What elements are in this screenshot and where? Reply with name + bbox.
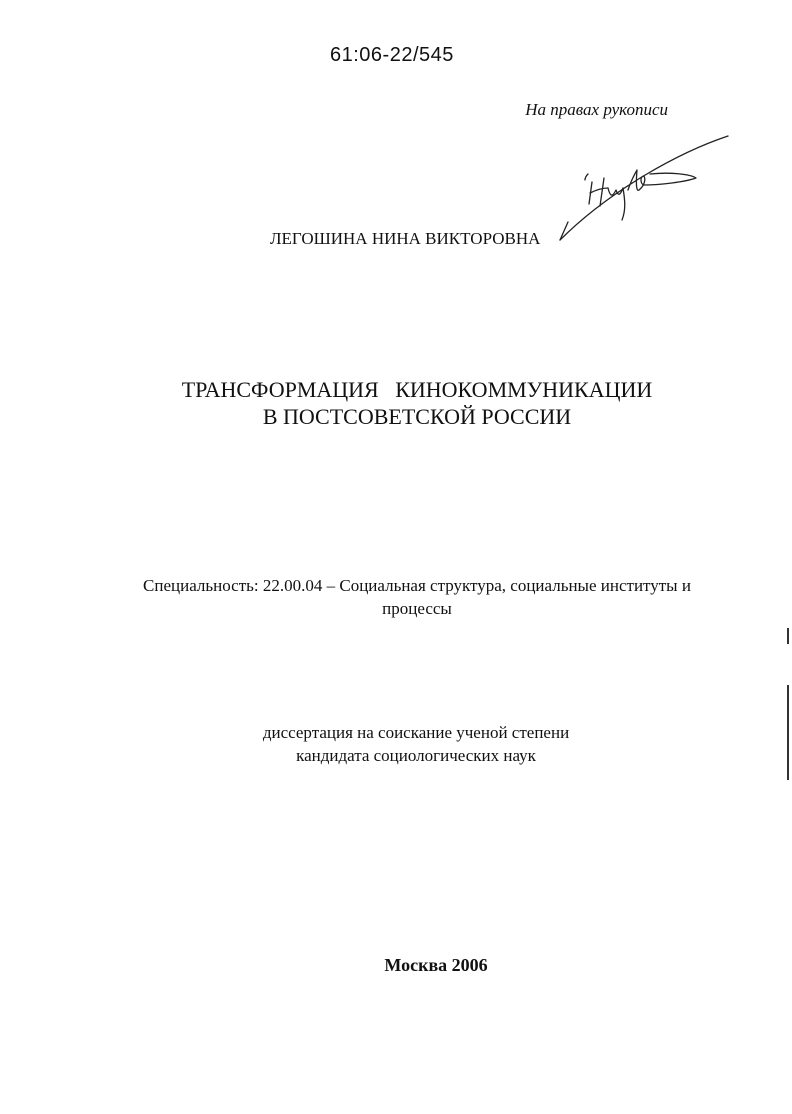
degree-line: кандидата социологических наук xyxy=(296,746,536,765)
city-year: Москва 2006 xyxy=(384,955,488,975)
rights-notice: На правах рукописи xyxy=(525,100,668,119)
dissertation-title xyxy=(0,376,792,430)
specialty xyxy=(100,574,734,620)
degree-statement xyxy=(0,721,792,767)
specialty-line: Специальность: 22.00.04 – Социальная структура, социальные институты и xyxy=(143,576,691,595)
handwritten-signature xyxy=(540,130,735,255)
author-name: ЛЕГОШИНА НИНА ВИКТОРОВНА xyxy=(270,229,541,248)
degree-line: диссертация на соискание ученой степени xyxy=(262,723,570,742)
title-line: В ПОСТСОВЕТСКОЙ РОССИИ xyxy=(262,404,572,429)
catalog-number: 61:06-22/545 xyxy=(330,44,454,66)
scan-edge-mark xyxy=(787,685,789,780)
title-line: ТРАНСФОРМАЦИЯ КИНОКОММУНИКАЦИИ xyxy=(181,377,653,402)
scan-edge-mark xyxy=(787,628,789,644)
specialty-line: процессы xyxy=(382,599,452,618)
